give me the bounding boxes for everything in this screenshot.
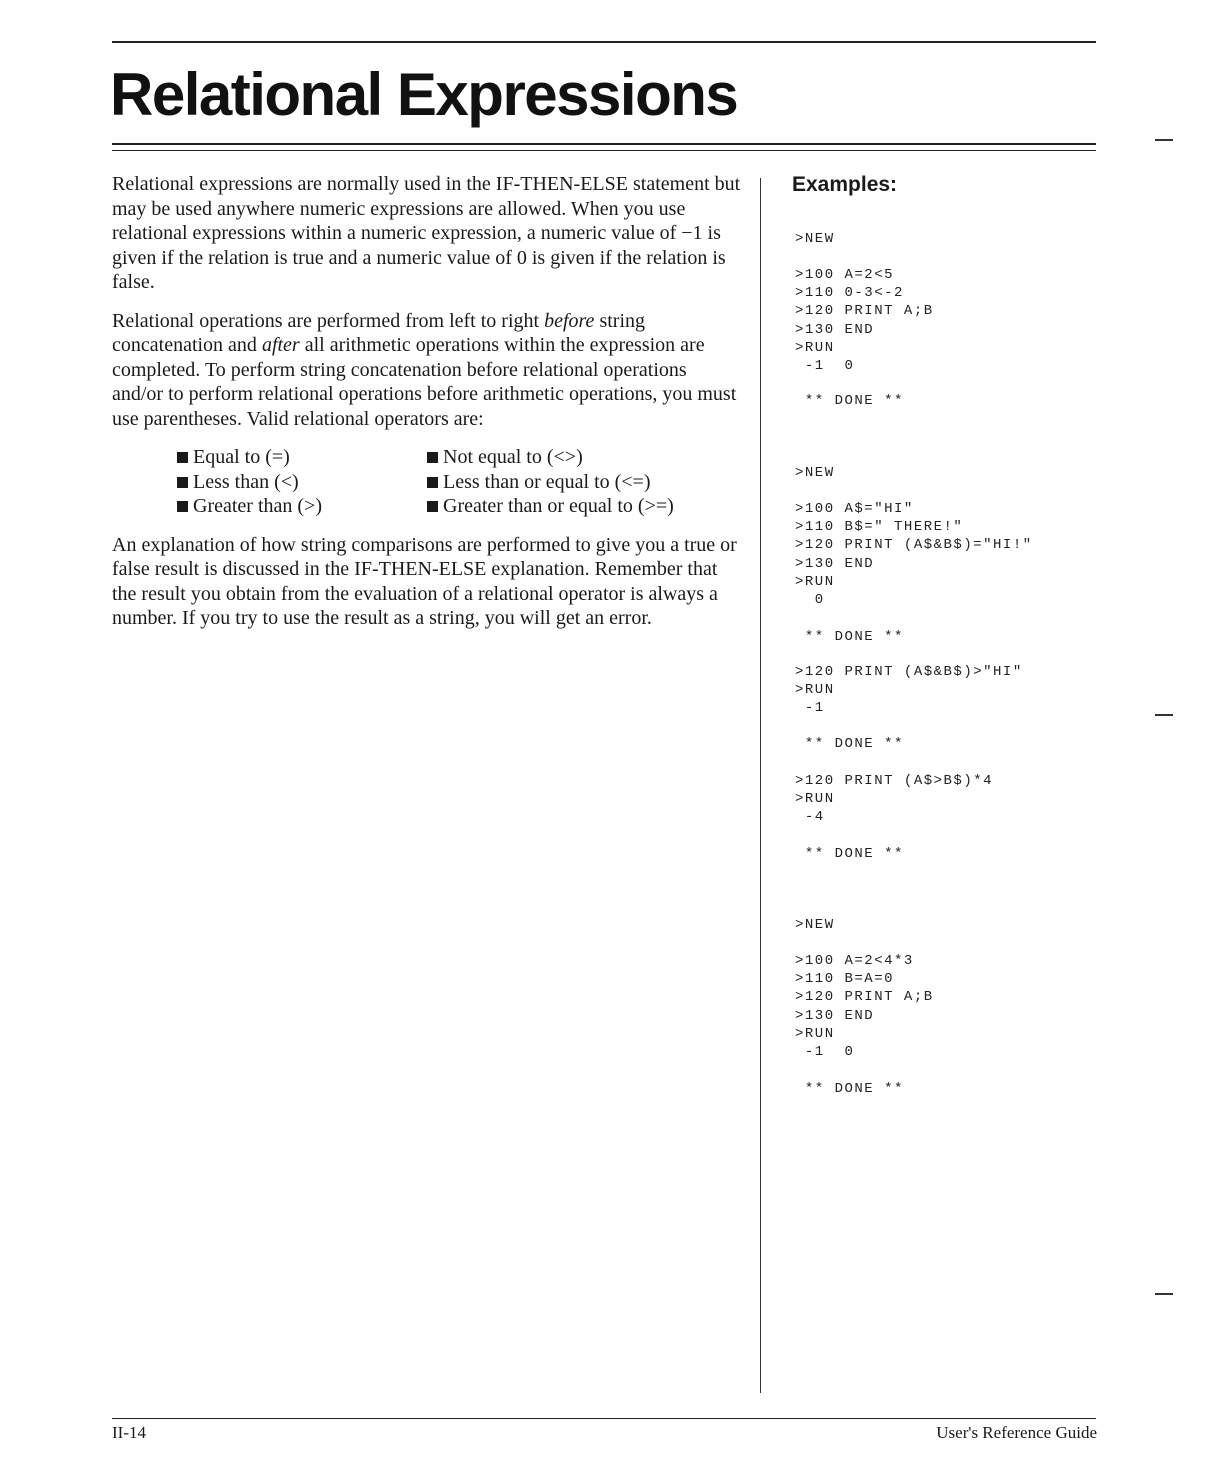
operator-list xyxy=(177,445,742,519)
operator-label: Not equal to (<>) xyxy=(443,446,583,468)
edge-mark xyxy=(1155,139,1173,141)
code-block: ** DONE ** xyxy=(795,846,904,862)
code-block: >120 PRINT (A$&B$)>"HI" >RUN -1 xyxy=(795,664,1023,717)
code-block: >100 A=2<5 >110 0-3<-2 >120 PRINT A;B >130 END >RUN -1 0 xyxy=(795,267,934,375)
page-number: II-14 xyxy=(112,1423,146,1442)
operator-label: Less than or equal to (<=) xyxy=(443,470,651,493)
code-block: ** DONE ** xyxy=(795,629,904,645)
paragraph-order-part: Relational operations are performed from left to right xyxy=(112,309,545,332)
bullet-icon xyxy=(177,477,188,488)
code-block: >100 A$="HI" >110 B$=" THERE!" >120 PRINT (A$&B$)="HI!" >130 END >RUN 0 xyxy=(795,501,1033,609)
column-divider xyxy=(760,178,761,1393)
operator-label: Greater than (>) xyxy=(193,495,322,517)
operator-label: Greater than or equal to (>=) xyxy=(443,495,674,517)
list-item xyxy=(177,494,427,519)
list-item xyxy=(427,445,747,470)
bullet-icon xyxy=(177,501,188,512)
top-rule xyxy=(112,41,1096,43)
examples-heading: Examples: xyxy=(792,173,898,196)
list-item xyxy=(177,445,427,470)
guide-title: User's Reference Guide xyxy=(936,1423,1097,1442)
bullet-icon xyxy=(177,452,188,463)
bullet-icon xyxy=(427,501,438,512)
title-underline xyxy=(112,143,1096,145)
edge-mark xyxy=(1155,714,1173,716)
bullet-icon xyxy=(427,452,438,463)
code-block: >NEW xyxy=(795,231,835,247)
paragraph-order-part: string concatenation and xyxy=(112,309,645,356)
list-item xyxy=(427,470,747,495)
code-block: >100 A=2<4*3 >110 B=A=0 >120 PRINT A;B >130 END >RUN -1 0 xyxy=(795,953,934,1061)
code-block: >120 PRINT (A$>B$)*4 >RUN -4 xyxy=(795,773,994,826)
code-block: ** DONE ** xyxy=(795,1081,904,1097)
code-block: ** DONE ** xyxy=(795,393,904,409)
list-item xyxy=(177,470,427,495)
paragraph-order xyxy=(112,309,742,432)
list-item xyxy=(427,494,747,519)
edge-mark xyxy=(1155,1293,1173,1295)
title-underline-thin xyxy=(112,150,1096,151)
emphasis-after: after xyxy=(261,334,300,356)
body-text xyxy=(112,172,742,645)
footer-rule xyxy=(112,1418,1096,1419)
bullet-icon xyxy=(427,477,438,488)
emphasis-before: before xyxy=(544,309,595,332)
code-block: ** DONE ** xyxy=(795,736,904,752)
paragraph-order-part: all arithmetic operations within the expression are completed. To perform string concatenation before relational operations and/or to perform relational operations before arithmetic operations, you must use parentheses. Valid relational operators are: xyxy=(112,334,737,430)
page-title: Relational Expressions xyxy=(110,61,738,128)
code-block: >NEW xyxy=(795,465,835,481)
operator-label: Equal to (=) xyxy=(193,446,290,468)
paragraph-comparisons: An explanation of how string comparisons are performed to give you a true or false result is discussed in the IF-THEN-ELSE explanation. Remember that the result you obtain from the evaluation of a relational operator is always a number. If you try to use the result as a string, you will get an error. xyxy=(112,533,737,629)
operator-label: Less than (<) xyxy=(193,470,299,493)
code-block: >NEW xyxy=(795,917,835,933)
paragraph-intro: Relational expressions are normally used in the IF-THEN-ELSE statement but may be used anywhere numeric expressions are allowed. When you use relational expressions within a numeric expression, a numeric value of −1 is given if the relation is true and a numeric value of 0 is given if the relation is false. xyxy=(112,173,741,293)
